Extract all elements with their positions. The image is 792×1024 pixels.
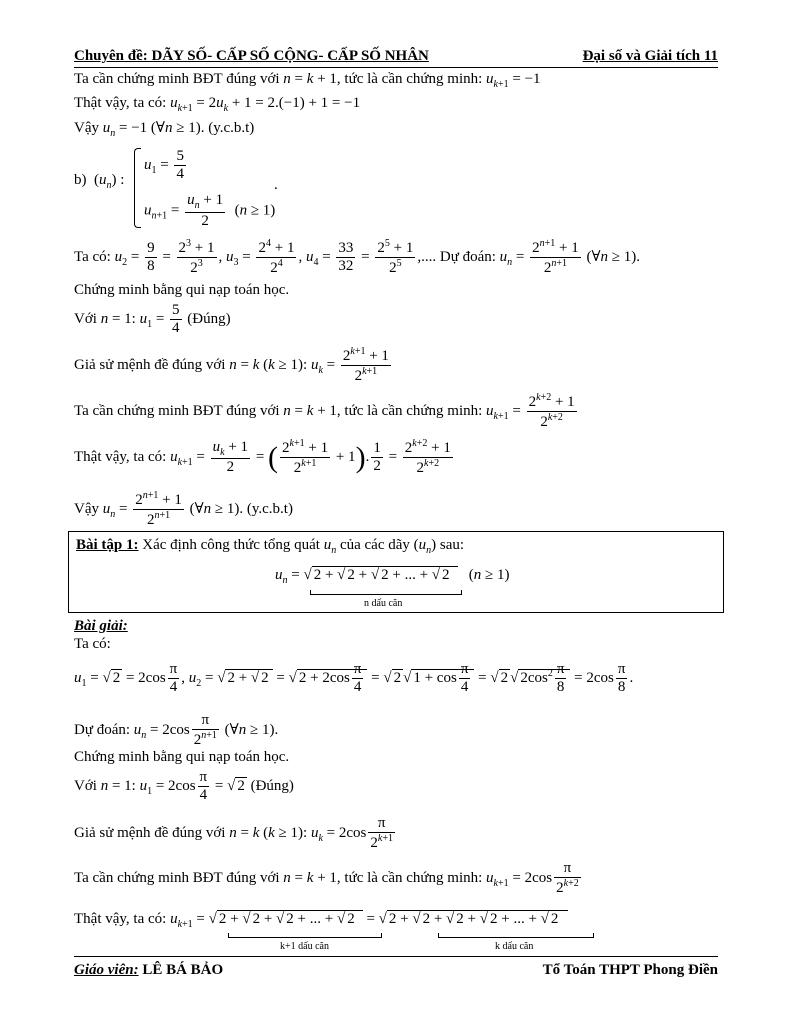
proof-step-c: Thật vậy, ta có: $u_{k+1}$ = √ 2 + √ 2 + √ 2 + ... + √ 2 = √ 2 + √ 2 + √ 2 + √ 2 + ... + √ 2 xyxy=(74,912,568,930)
header-divider xyxy=(74,67,718,68)
proof-step-b: Thật vậy, ta có: $u_{k+1}$ = $\frac{u_k + 1}{2}$ = ( $\frac{2^{k+1} + 1}{2^{k+1}}$ + 1). $\frac{1}{2}$ = $\frac{2^{k+2} + 1}{2^{k+2}}$ xyxy=(74,438,451,477)
part-b-computed-terms: Ta có: $u_2$ = $\frac{9}{8}$ = $\frac{2^3 + 1}{2^3}$ , $u_3$ = $\frac{2^4 + 1}{2^4}$ , $u_4$ = $\frac{33}{32}$ = $\frac{2^5 + 1}{2^5}$ ,.... Dự đoán: $u_n$ = $\frac{2^{n+1} + 1}{2^{n+1}}$ (∀n ≥ 1). xyxy=(74,238,641,277)
solution-heading: Bài giải: xyxy=(74,618,128,634)
goal-c: Ta cần chứng minh BĐT đúng với n = k + 1, tức là cần chứng minh: $u_{k+1} = 2\cos$ $\frac{\pi}{2^{k+2}}$ xyxy=(74,860,579,897)
k1-radical-label: k+1 dấu căn xyxy=(280,941,329,952)
goal-b: Ta cần chứng minh BĐT đúng với n = k + 1, tức là cần chứng minh: $u_{k+1}$ = $\frac{2^{k+2} + 1}{2^{k+2}}$ xyxy=(74,392,575,431)
conjecture: Dự đoán: $u_n = 2\cos$ $\frac{\pi}{2^{n+1}}$ (∀n ≥ 1). xyxy=(74,712,279,749)
n-radical-brace xyxy=(310,590,462,595)
k-radical-brace xyxy=(438,933,594,938)
k-radical-label: k dấu căn xyxy=(495,941,534,952)
footer-divider xyxy=(74,956,718,957)
hypothesis-b: Giả sử mệnh đề đúng với n = k (k ≥ 1): $u_k$ = $\frac{2^{k+1} + 1}{2^{k+1}}$ xyxy=(74,346,389,385)
solution-computation: $u_1$ = √ 2 = 2cos $\frac{\pi}{4}$ , $u_2$ = √ 2 + √ 2 = √ 2 + 2cos $\frac{\pi}{4}$ = √ 2 √ 1 + cos $\frac{\pi}{4}$ = √ 2 √ $2\cos^2$ $\frac{\pi}{8}$ = 2cos $\frac{\pi}{8}$ . xyxy=(74,661,634,696)
footer-teacher: Giáo viên: LÊ BÁ BẢO xyxy=(74,962,224,978)
n-radical-label: n dấu căn xyxy=(364,598,403,609)
base-case-b: Với n = 1: $u_1$ = $\frac{5}{4}$ (Đúng) xyxy=(74,302,231,337)
footer-department: Tổ Toán THPT Phong Điền xyxy=(542,962,718,978)
proof-line-a2: Thật vậy, ta có: $u_{k+1} = 2u_k + 1 = 2.(-1) + 1 = -1$ xyxy=(74,95,361,114)
header-topic: Chuyên đề: DÃY SỐ- CẤP SỐ CỘNG- CẤP SỐ NHÂN xyxy=(74,48,429,64)
induction-heading-c: Chứng minh bằng qui nạp toán học. xyxy=(74,749,290,765)
exercise-statement: Bài tập 1: Xác định công thức tổng quát $u_n$ của các dãy $(u_n)$ sau: xyxy=(76,537,465,556)
header-subject: Đại số và Giải tích 11 xyxy=(582,48,718,64)
k1-radical-brace xyxy=(228,933,382,938)
induction-heading-b: Chứng minh bằng qui nạp toán học. xyxy=(74,282,290,298)
solution-intro: Ta có: xyxy=(74,636,111,652)
proof-line-a3: Vậy $u_n = -1$ (∀n ≥ 1). (y.c.b.t) xyxy=(74,120,255,139)
base-case-c: Với n = 1: $u_1 = 2\cos$ $\frac{\pi}{4}$ = √ 2 (Đúng) xyxy=(74,769,294,804)
proof-line-a1: Ta cần chứng minh BĐT đúng với n = k + 1, tức là cần chứng minh: $u_{k+1} = -1$ xyxy=(74,71,541,90)
conclusion-b: Vậy $u_n$ = $\frac{2^{n+1} + 1}{2^{n+1}}$ (∀n ≥ 1). (y.c.b.t) xyxy=(74,490,293,529)
hypothesis-c: Giả sử mệnh đề đúng với n = k (k ≥ 1): $u_k = 2\cos$ $\frac{\pi}{2^{k+1}}$ xyxy=(74,815,393,852)
exercise-formula: $u_n$ = √ 2 + √ 2 + √ 2 + ... + √ 2 (n ≥ 1) xyxy=(275,567,510,586)
